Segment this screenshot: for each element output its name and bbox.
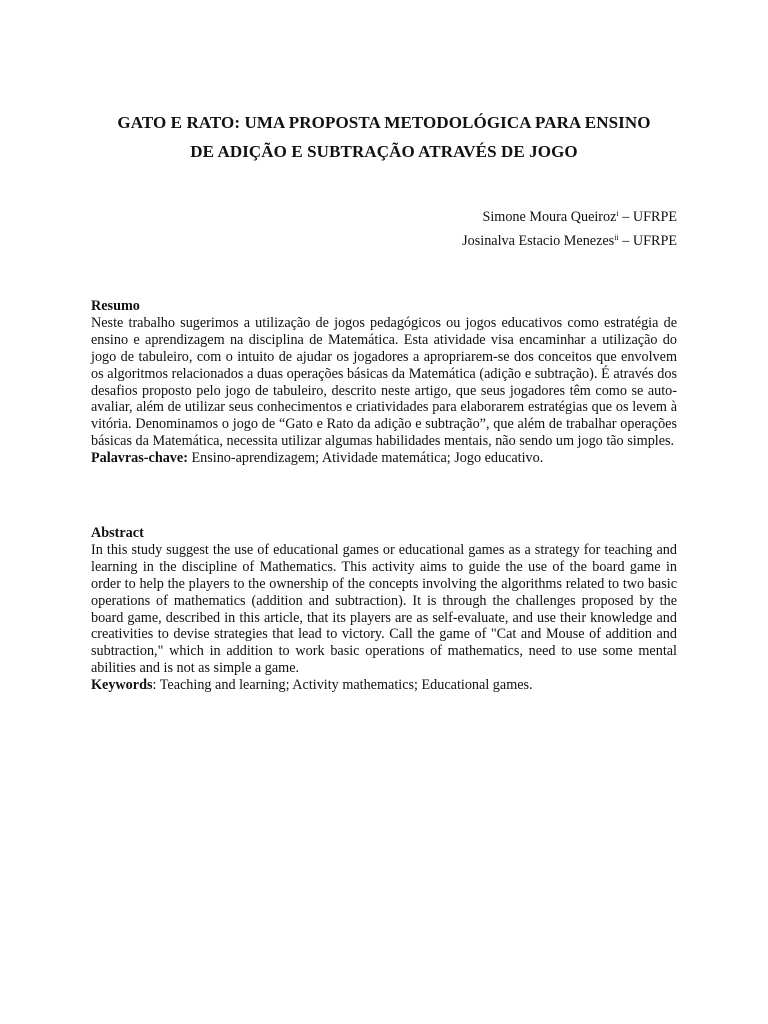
resumo-keywords-label: Palavras-chave: [91, 450, 188, 467]
author-affiliation: – UFRPE [618, 233, 677, 249]
resumo-text: Neste trabalho sugerimos a utilização de jogos pedagógicos ou jogos educativos como estratégia de ensino e aprendizagem na disciplina de Matemática. Esta atividade visa encaminhar a utilização do jogo de tabuleiro, com o intuito de ajudar os jogadores a apropriarem-se dos conceitos que envolvem os algoritmos relacionados a duas operações básicas da Matemática (adição e subtração). É através dos desafios proposto pelo jogo de tabuleiro, descrito neste artigo, que seus jogadores têm como se auto-avaliar, além de utilizar seus conhecimentos e criatividades para elaborarem estratégias que os levem à vitória. Denominamos o jogo de “Gato e Rato da adição e subtração”, que além de trabalhar operações básicas da Matemática, necessita utilizar algumas habilidades mentais, não sendo um jogo tão simples. [91, 314, 677, 450]
abstract-heading: Abstract [91, 525, 144, 541]
paper-title [91, 108, 677, 166]
title-line-2: DE ADIÇÃO E SUBTRAÇÃO ATRAVÉS DE JOGO [190, 142, 578, 161]
author-affiliation: – UFRPE [618, 209, 677, 225]
author-list [91, 205, 677, 253]
author-line [91, 205, 677, 229]
resumo-keywords-text: Ensino-aprendizagem; Atividade matemática; Jogo educativo. [187, 450, 544, 467]
author-line [91, 229, 677, 253]
abstract-keywords [91, 677, 677, 694]
author-footnote-marker: ii [614, 233, 619, 242]
resumo-heading: Resumo [91, 298, 140, 314]
author-footnote-marker: i [616, 209, 619, 218]
resumo-keywords [91, 450, 677, 467]
abstract-keywords-label: Keywords [91, 677, 153, 694]
title-line-1: GATO E RATO: UMA PROPOSTA METODOLÓGICA PARA ENSINO [117, 113, 651, 132]
abstract-keywords-text: : Teaching and learning; Activity mathematics; Educational games. [152, 677, 533, 694]
resumo-section [91, 298, 677, 467]
author-name: Simone Moura Queiroz [482, 209, 617, 225]
author-name: Josinalva Estacio Menezes [462, 233, 615, 249]
abstract-section [91, 525, 677, 694]
abstract-text: In this study suggest the use of educational games or educational games as a strategy for teaching and learning in the discipline of Mathematics. This activity aims to guide the use of the board game in order to help the players to the ownership of the concepts involving the algorithms related to two basic operations of mathematics (addition and subtraction). It is through the challenges proposed by the board game, described in this article, that its players are as self-evaluate, and use their knowledge and creativities to devise strategies that lead to victory. Call the game of "Cat and Mouse of addition and subtraction," which in addition to work basic operations of mathematics, need to use some mental abilities and is not as simple a game. [91, 541, 677, 677]
